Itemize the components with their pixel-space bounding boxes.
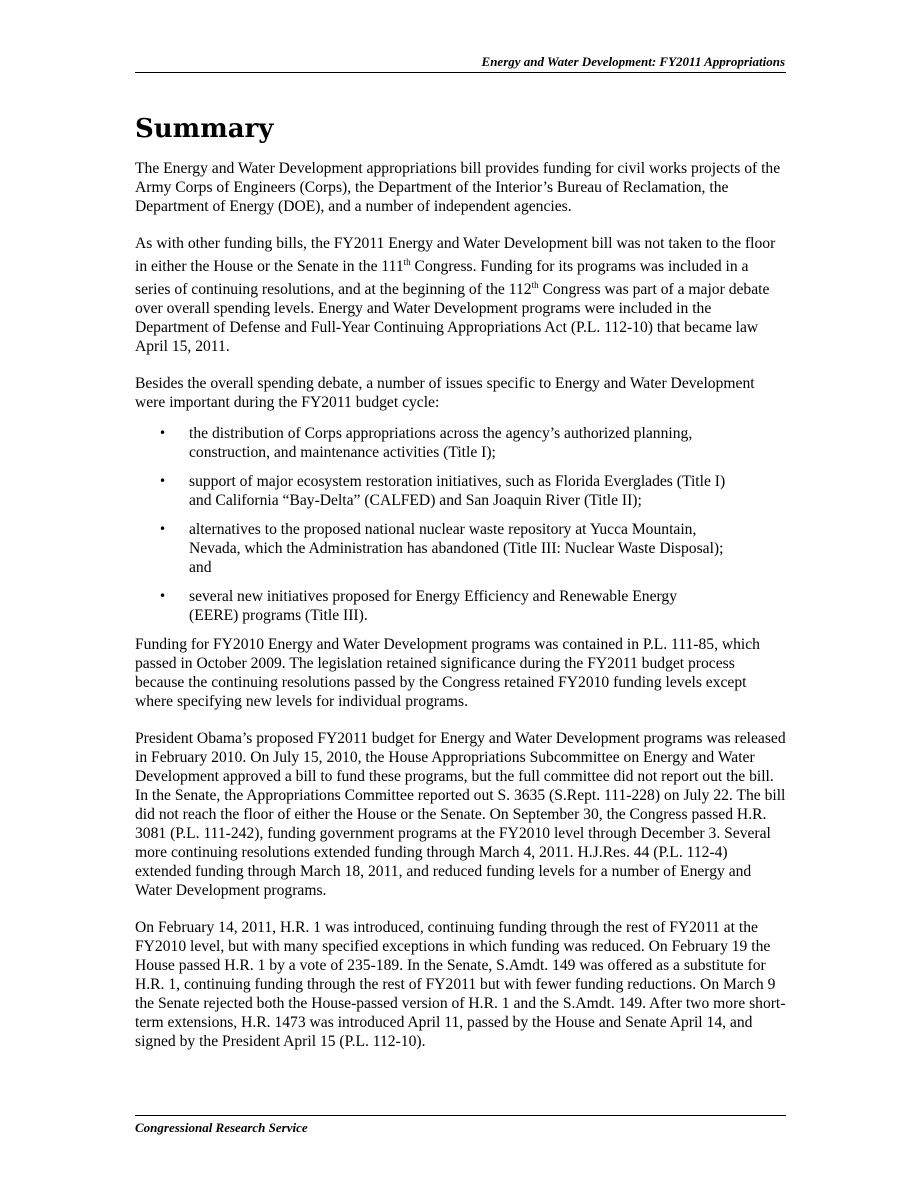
paragraph-funding-history xyxy=(135,234,787,356)
footer-publisher: Congressional Research Service xyxy=(135,1120,308,1135)
section-title: Summary xyxy=(135,114,274,144)
footer-divider xyxy=(135,1115,786,1116)
bullet-icon: • xyxy=(159,426,167,441)
paragraph-issues-intro: Besides the overall spending debate, a number of issues specific to Energy and Water Development were important during the FY2011 budget cycle: xyxy=(135,375,755,412)
page-body xyxy=(135,112,787,1069)
paragraph-budget-process: President Obama’s proposed FY2011 budget for Energy and Water Development programs was released in February 2010. On July 15, 2010, the House Appropriations Subcommittee on Energy and Water Development approved a bill to fund these programs, but the full committee did not report out the bill. In the Senate, the Appropriations Committee reported out S. 3635 (S.Rept. 111-228) on July 22. The bill did not reach the floor of either the House or the Senate. On September 30, the Congress passed H.R. 3081 (P.L. 111-242), funding government programs at the FY2010 level through December 3. Several more continuing resolutions extended funding through March 4, 2011. H.J.Res. 44 (P.L. 112-4) extended funding through March 18, 2011, and reduced funding levels for a number of Energy and Water Development programs. xyxy=(135,730,786,900)
paragraph-intro: The Energy and Water Development appropriations bill provides funding for civil works projects of the Army Corps of Engineers (Corps), the Department of the Interior’s Bureau of Reclamation, the Department of Energy (DOE), and a number of independent agencies. xyxy=(135,160,781,215)
paragraph-part: As with other funding bills, the FY2011 Energy and Water Development bill was not taken to the floor in either the House or the Senate in the 111 xyxy=(135,235,776,276)
list-item-text: alternatives to the proposed national nuclear waste repository at Yucca Mountain, Nevada, which the Administration has abandoned (Title III: Nuclear Waste Disposal); and xyxy=(189,521,724,577)
list-item xyxy=(135,424,729,462)
bullet-icon: • xyxy=(159,589,167,604)
list-item-text: the distribution of Corps appropriations across the agency’s authorized planning, construction, and maintenance activities (Title I); xyxy=(189,425,693,462)
paragraph-part: Congress was part of a major debate over overall spending levels. Energy and Water Development programs were included in the Department of Defense and Full-Year Continuing Appropriations Act (P.L. 112-10) that became law April 15, 2011. xyxy=(135,281,770,356)
bullet-icon: • xyxy=(159,522,167,537)
list-item xyxy=(135,520,729,577)
paragraph-part: Congress. Funding for its programs was included in a series of continuing resolutions, and at the beginning of the 112 xyxy=(135,258,749,299)
list-item-text: support of major ecosystem restoration initiatives, such as Florida Everglades (Title I) and California “Bay-Delta” (CALFED) and San Joaquin River (Title II); xyxy=(189,473,726,510)
bullet-icon: • xyxy=(159,474,167,489)
list-item xyxy=(135,472,729,510)
header-divider xyxy=(135,72,786,73)
superscript: th xyxy=(403,257,411,267)
issues-list xyxy=(135,424,787,625)
list-item xyxy=(135,587,729,625)
superscript: th xyxy=(531,280,539,291)
running-header: Energy and Water Development: FY2011 Appropriations xyxy=(481,54,785,69)
list-item-text: several new initiatives proposed for Energy Efficiency and Renewable Energy (EERE) programs (Title III). xyxy=(189,588,678,625)
paragraph-hr1-history: On February 14, 2011, H.R. 1 was introduced, continuing funding through the rest of FY2011 at the FY2010 level, but with many specified exceptions in which funding was reduced. On February 19 the House passed H.R. 1 by a vote of 235-189. In the Senate, S.Amdt. 149 was offered as a substitute for H.R. 1, continuing funding through the rest of FY2011 but with fewer funding reductions. On March 9 the Senate rejected both the House-passed version of H.R. 1 and the S.Amdt. 149. After two more short-term extensions, H.R. 1473 was introduced April 11, passed by the House and Senate April 14, and signed by the President April 15 (P.L. 112-10). xyxy=(135,919,786,1051)
paragraph-fy2010-funding: Funding for FY2010 Energy and Water Development programs was contained in P.L. 111-85, which passed in October 2009. The legislation retained significance during the FY2011 budget process because the continuing resolutions passed by the Congress retained FY2010 funding levels except where specifying new levels for individual programs. xyxy=(135,636,760,711)
